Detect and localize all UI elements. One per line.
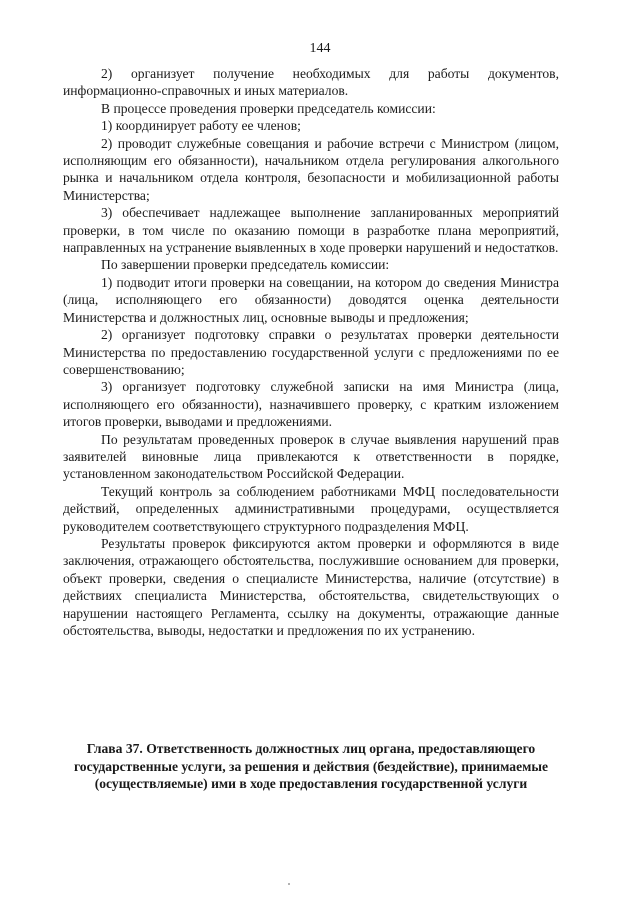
paragraph: 1) координирует работу ее членов; [101, 118, 301, 134]
paragraph: 3) обеспечивает надлежащее выполнение запланированных мероприятий проверки, в том числе по оказанию помощи в разработке плана мероприятий, направленных на устранение выявленных в ходе проверки нарушений и недостатков. [63, 205, 559, 256]
paragraph: 3) организует подготовку служебной записки на имя Министра (лица, исполняющего его обязанности), назначившего проверку, с кратким изложением итогов проверки, выводами и предложениями. [63, 379, 559, 430]
paragraph: 2) организует подготовку справки о результатах проверки деятельности Министерства по предоставлению государственной услуги с предложениями по ее совершенствованию; [63, 327, 559, 377]
paragraph: Результаты проверок фиксируются актом проверки и оформляются в виде заключения, отражающего обстоятельства, послужившие основанием для проверки, объект проверки, сведения о специалисте Министерства, наличие (отсутствие) в действиях специалиста Министерства, обстоятельства, свидетельствующих о нарушении настоящего Регламента, ссылку на документы, отражающие данные обстоятельства, выводы, недостатки и предложения по их устранению. [63, 535, 559, 638]
paragraph: По результатам проведенных проверок в случае выявления нарушений прав заявителей виновные лица привлекаются к ответственности в порядке, установленном законодательством Российской Федерации. [63, 431, 559, 482]
paragraph: 2) организует получение необходимых для работы документов, информационно-справочных и иных материалов. [63, 66, 559, 99]
paragraph: В процессе проведения проверки председатель комиссии: [101, 100, 436, 116]
paragraph: 2) проводит служебные совещания и рабочие встречи с Министром (лицом, исполняющим его обязанности), начальником отдела регулирования алкогольного рынка и начальником отдела контроля, безопасности и мобилизационной работы Министерства; [63, 135, 559, 203]
paragraph: По завершении проверки председатель комиссии: [101, 257, 390, 273]
paragraph: 1) подводит итоги проверки на совещании, на котором до сведения Министра (лица, исполняющего его обязанности) доводятся оценка деятельности Министерства и должностных лиц, основные выводы и предложения; [63, 274, 559, 325]
paragraph: Текущий контроль за соблюдением работниками МФЦ последовательности действий, определенных административными процедурами, осуществляется руководителем соответствующего структурного подразделения МФЦ. [63, 483, 559, 534]
document-body [63, 65, 559, 639]
chapter-heading: Глава 37. Ответственность должностных лиц органа, предоставляющего государственные услуги, за решения и действия (бездействие), принимаемые (осуществляемые) ими в ходе предоставления государственной услуги [73, 741, 549, 792]
scan-speck [288, 883, 290, 885]
page-number: 144 [309, 41, 331, 56]
